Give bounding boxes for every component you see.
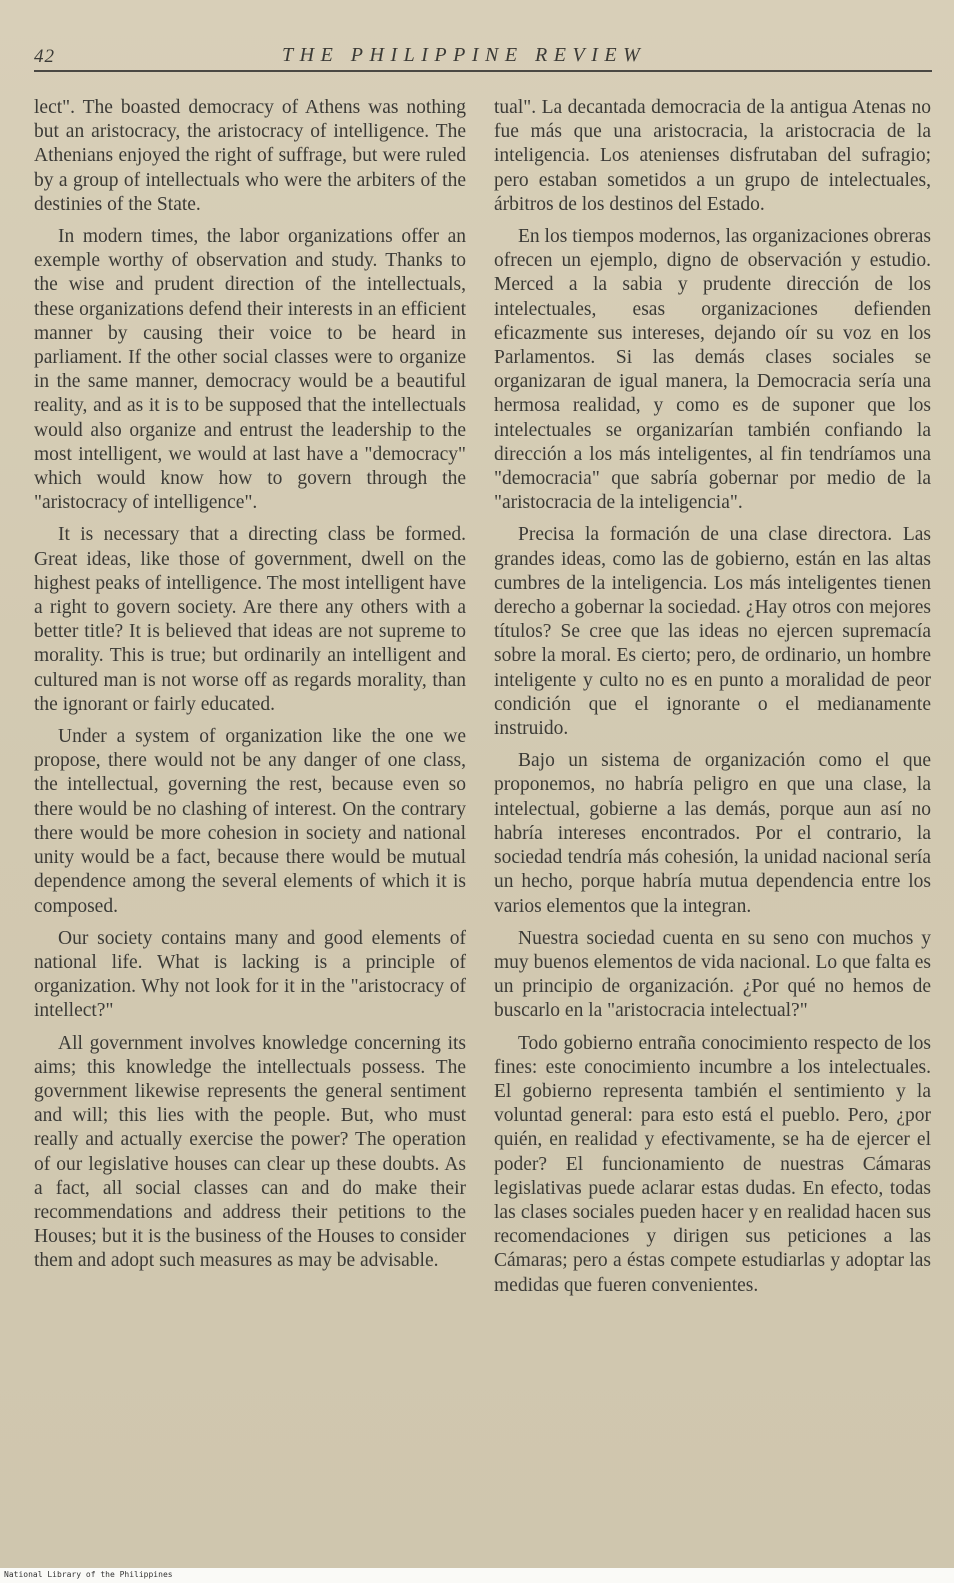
left-paragraph-5: Our society contains many and good elements of national life. What is lacking is a principle of organization. Why not look for it in the "aristocracy of intellect?" [34, 927, 466, 1022]
library-attribution: National Library of the Philippines [4, 1570, 173, 1579]
right-paragraph-6: Todo gobierno entraña conocimiento respecto de los fines: este conocimiento incumbre a los intelectuales. El gobierno representa también el sentimiento y la voluntad general: para esto está el pueblo. Pero, ¿por quién, en realidad y efectivamente, se ha de ejercer el poder? El funcionamiento de nuestras Cámaras legislativas puede aclarar estas dudas. En efecto, todas las clases sociales pueden hacer y en realidad hacen sus recomendaciones y dirigen sus peticiones a las Cámaras; pero a éstas compete estudiarlas y adoptar las medidas que fueren convenientes. [494, 1032, 931, 1296]
spanish-column [494, 96, 931, 1306]
right-paragraph-3: Precisa la formación de una clase directora. Las grandes ideas, como las de gobierno, están en las altas cumbres de la inteligencia. Los más inteligentes tienen derecho a gobernar la sociedad. ¿Hay otros con mejores títulos? Se cree que las ideas no ejercen supremacía sobre la moral. Es cierto; pero, de ordinario, un hombre inteligente y culto no es en punto a moralidad de peor condición que el ignorante o el medianamente instruido. [494, 524, 931, 740]
left-paragraph-3: It is necessary that a directing class be formed. Great ideas, like those of government, dwell on the highest peaks of intelligence. The most intelligent have a right to govern society. Are there any others with a better title? It is believed that ideas are not supreme to morality. This is true; but ordinarily an intelligent and cultured man is not worse off as regards morality, than the ignorant or fairly educated. [34, 524, 466, 715]
left-paragraph-6: All government involves knowledge concerning its aims; this knowledge the intellectuals possess. The government likewise represents the general sentiment and will; this lies with the people. But, who must really and actually exercise the power? The operation of our legislative houses can clear up these doubts. As a fact, all social classes can and do make their recommendations and address their petitions to the Houses; but it is the business of the Houses to consider them and adopt such measures as may be advisable. [34, 1032, 466, 1272]
english-column [34, 96, 466, 1282]
left-paragraph-4: Under a system of organization like the one we propose, there would not be any danger of one class, the intellectual, governing the rest, because even so there would be no clashing of interest. On the contrary there would be more cohesion in society and national unity would be a fact, because there would be mutual dependence among the several elements of which it is composed. [34, 726, 466, 917]
scan-footer [0, 1568, 954, 1583]
header-rule [34, 70, 932, 72]
right-paragraph-5: Nuestra sociedad cuenta en su seno con muchos y muy buenos elementos de vida nacional. Lo que falta es un principio de organización. ¿Por qué no hemos de buscarlo en la "aristocracia intelectual?" [494, 927, 931, 1022]
running-title: THE PHILIPPINE REVIEW [282, 44, 647, 66]
right-paragraph-2: En los tiempos modernos, las organizaciones obreras ofrecen un ejemplo, digno de observación y estudio. Merced a la sabia y prudente dirección de los intelectuales, esas organizaciones defienden eficazmente sus intereses, dejando oír su voz en los Parlamentos. Si las demás clases sociales se organizaran de igual manera, la Democracia sería una hermosa realidad, y como es de suponer que los intelectuales se organizarían también confiando la dirección a los más inteligentes, al fin tendríamos una "democracia" que sabría gobernar por medio de la "aristocracia de la inteligencia". [494, 226, 931, 514]
right-paragraph-1: tual". La decantada democracia de la antigua Atenas no fue más que una aristocracia, la aristocracia de la inteligencia. Los atenienses disfrutaban del sufragio; pero estaban sometidos a un grupo de intelectuales, árbitros de los destinos del Estado. [494, 97, 931, 215]
left-paragraph-1: lect". The boasted democracy of Athens was nothing but an aristocracy, the aristocracy of intelligence. The Athenians enjoyed the right of suffrage, but were ruled by a group of intellectuals who were the arbiters of the destinies of the State. [34, 97, 466, 215]
right-paragraph-4: Bajo un sistema de organización como el que proponemos, no habría peligro en que una clase, la intelectual, gobierne a las demás, porque aun así no habría intereses encontrados. Por el contrario, la sociedad tendría más cohesión, la unidad nacional sería un hecho, porque habría mutua dependencia entre los varios elementos que la integran. [494, 750, 931, 917]
left-paragraph-2: In modern times, the labor organizations offer an exemple worthy of observation and study. Thanks to the wise and prudent direction of the intellectuals, these organizations defend their interests in an efficient manner by causing their voice to be heard in parliament. If the other social classes were to organize in the same manner, democracy would be a beautiful reality, and as it is to be supposed that the intellectuals would also organize and entrust the leadership to the most intelligent, we would at last have a "democracy" which would know how to govern through the "aristocracy of intelligence". [34, 226, 466, 514]
page-number: 42 [34, 46, 55, 67]
